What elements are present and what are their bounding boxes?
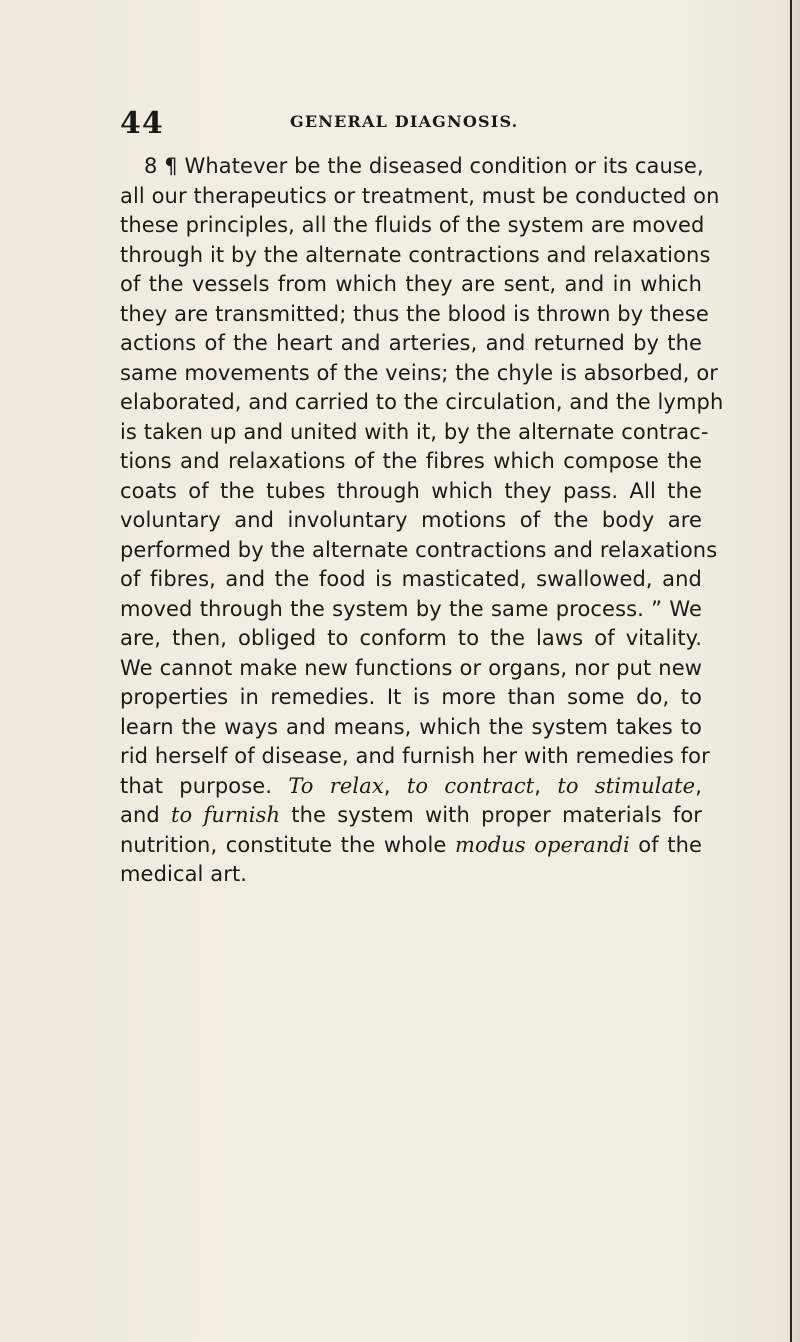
text-line: are, then, obliged to conform to the laws of vitality. — [120, 626, 702, 650]
text-line: elaborated, and carried to the circulation, and the lymph — [120, 390, 724, 414]
italic-phrase: to stimulate — [557, 773, 696, 798]
text-line: rid herself of disease, and furnish her with remedies for — [120, 744, 710, 768]
text-run: , — [534, 773, 558, 798]
italic-phrase: to contract — [406, 773, 535, 798]
text-line: these principles, all the fluids of the system are moved — [120, 213, 705, 237]
text-line: moved through the system by the same process. ” We — [120, 596, 702, 621]
text-line: they are transmitted; thus the blood is thrown by these — [120, 301, 709, 326]
body-paragraph — [120, 152, 724, 890]
text-run: , — [695, 773, 702, 798]
text-line: 8 ¶ Whatever be the diseased condition or its cause, — [144, 154, 704, 178]
italic-phrase: To relax — [288, 773, 384, 798]
text-line: tions and relaxations of the fibres which compose the — [120, 449, 702, 473]
text-run: and — [120, 803, 172, 827]
text-line: of fibres, and the food is masticated, swallowed, and — [120, 567, 702, 591]
italic-phrase: to furnish — [171, 803, 281, 827]
text-line: properties in remedies. It is more than some do, to — [120, 685, 702, 709]
text-line: learn the ways and means, which the system takes to — [120, 714, 702, 739]
text-line: is taken up and united with it, by the alternate contrac- — [120, 419, 709, 444]
text-line: performed by the alternate contractions and relaxations — [120, 537, 718, 562]
running-head: GENERAL DIAGNOSIS. — [290, 112, 519, 131]
text-line: We cannot make new functions or organs, nor put new — [120, 655, 702, 680]
text-run: , — [383, 773, 407, 798]
text-run: nutrition, constitute the whole — [120, 832, 455, 857]
text-run: the system with proper materials for — [280, 803, 702, 827]
text-line — [120, 801, 702, 831]
page-edge-shadow — [786, 0, 800, 1342]
italic-phrase: modus operandi — [454, 832, 630, 857]
text-line — [120, 772, 702, 802]
page-number: 44 — [120, 106, 164, 141]
text-line: all our therapeutics or treatment, must be conducted on — [120, 183, 720, 208]
text-line: medical art. — [120, 862, 248, 886]
page-edge-line — [790, 0, 792, 1342]
text-line: through it by the alternate contractions and relaxations — [120, 242, 711, 267]
text-line: coats of the tubes through which they pass. All the — [120, 478, 702, 503]
text-run: that purpose. — [120, 773, 289, 798]
text-line: of the vessels from which they are sent, and in which — [120, 272, 702, 296]
text-line: same movements of the veins; the chyle is absorbed, or — [120, 360, 719, 385]
page-header — [120, 106, 660, 146]
text-run: of the — [629, 832, 702, 857]
text-line: voluntary and involuntary motions of the body are — [120, 508, 702, 532]
text-line: actions of the heart and arteries, and returned by the — [120, 331, 702, 355]
text-line — [120, 831, 702, 861]
